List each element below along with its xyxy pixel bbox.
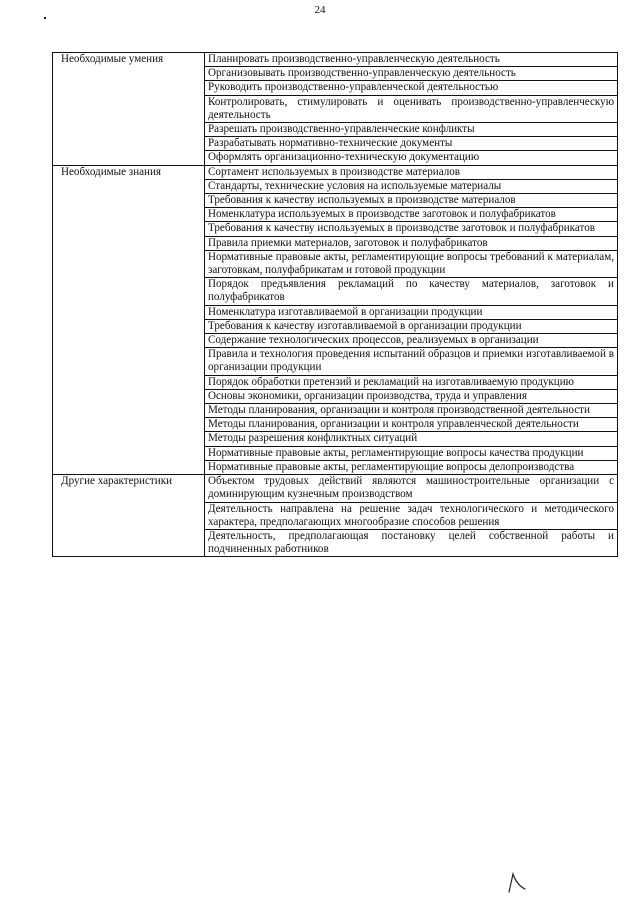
requirement-item: Сортамент используемых в производстве материалов	[205, 165, 618, 179]
requirement-item: Организовывать производственно-управленческую деятельность	[205, 67, 618, 81]
requirement-item: Деятельность направлена на решение задач технологического и методического характера, предполагающих многообразие способов решения	[205, 502, 618, 529]
section-heading: Другие характеристики	[53, 475, 205, 557]
competency-table	[52, 52, 618, 557]
requirement-item: Методы планирования, организации и контроля управленческой деятельности	[205, 418, 618, 432]
requirement-item: Объектом трудовых действий являются машиностроительные организации с доминирующим кузнечным производством	[205, 475, 618, 502]
requirement-item: Оформлять организационно-техническую документацию	[205, 151, 618, 165]
page-number: 24	[314, 4, 326, 16]
requirement-item: Основы экономики, организации производства, труда и управления	[205, 389, 618, 403]
requirement-item: Порядок обработки претензий и рекламаций на изготавливаемую продукцию	[205, 375, 618, 389]
requirement-item: Номенклатура изготавливаемой в организации продукции	[205, 305, 618, 319]
requirement-item: Методы разрешения конфликтных ситуаций	[205, 432, 618, 446]
requirement-item: Деятельность, предполагающая постановку целей собственной работы и подчиненных работников	[205, 529, 618, 556]
table-row	[53, 53, 618, 67]
handwritten-mark-icon	[506, 870, 528, 894]
requirement-item: Нормативные правовые акты, регламентирующие вопросы качества продукции	[205, 446, 618, 460]
requirement-item: Требования к качеству используемых в производстве заготовок и полуфабрикатов	[205, 222, 618, 236]
table-row	[53, 475, 618, 502]
requirement-item: Требования к качеству изготавливаемой в организации продукции	[205, 319, 618, 333]
requirement-item: Методы планирования, организации и контроля производственной деятельности	[205, 404, 618, 418]
requirement-item: Нормативные правовые акты, регламентирующие вопросы делопроизводства	[205, 460, 618, 474]
requirement-item: Правила приемки материалов, заготовок и полуфабрикатов	[205, 236, 618, 250]
requirement-item: Руководить производственно-управленческой деятельностью	[205, 81, 618, 95]
requirement-item: Разрешать производственно-управленческие конфликты	[205, 123, 618, 137]
requirement-item: Номенклатура используемых в производстве заготовок и полуфабрикатов	[205, 208, 618, 222]
requirement-item: Планировать производственно-управленческую деятельность	[205, 53, 618, 67]
requirement-item: Контролировать, стимулировать и оценивать производственно-управленческую деятельность	[205, 95, 618, 122]
section-heading: Необходимые умения	[53, 53, 205, 166]
section-heading: Необходимые знания	[53, 165, 205, 474]
requirement-item: Стандарты, технические условия на используемые материалы	[205, 179, 618, 193]
requirement-item: Порядок предъявления рекламаций по качеству материалов, заготовок и полуфабрикатов	[205, 278, 618, 305]
requirement-item: Правила и технология проведения испытаний образцов и приемки изготавливаемой в организации продукции	[205, 348, 618, 375]
requirement-item: Нормативные правовые акты, регламентирующие вопросы требований к материалам, заготовкам, полуфабрикатам и готовой продукции	[205, 250, 618, 277]
scan-mark	[44, 17, 46, 19]
requirement-item: Содержание технологических процессов, реализуемых в организации	[205, 334, 618, 348]
table-row	[53, 165, 618, 179]
requirement-item: Требования к качеству используемых в производстве материалов	[205, 194, 618, 208]
requirement-item: Разрабатывать нормативно-технические документы	[205, 137, 618, 151]
